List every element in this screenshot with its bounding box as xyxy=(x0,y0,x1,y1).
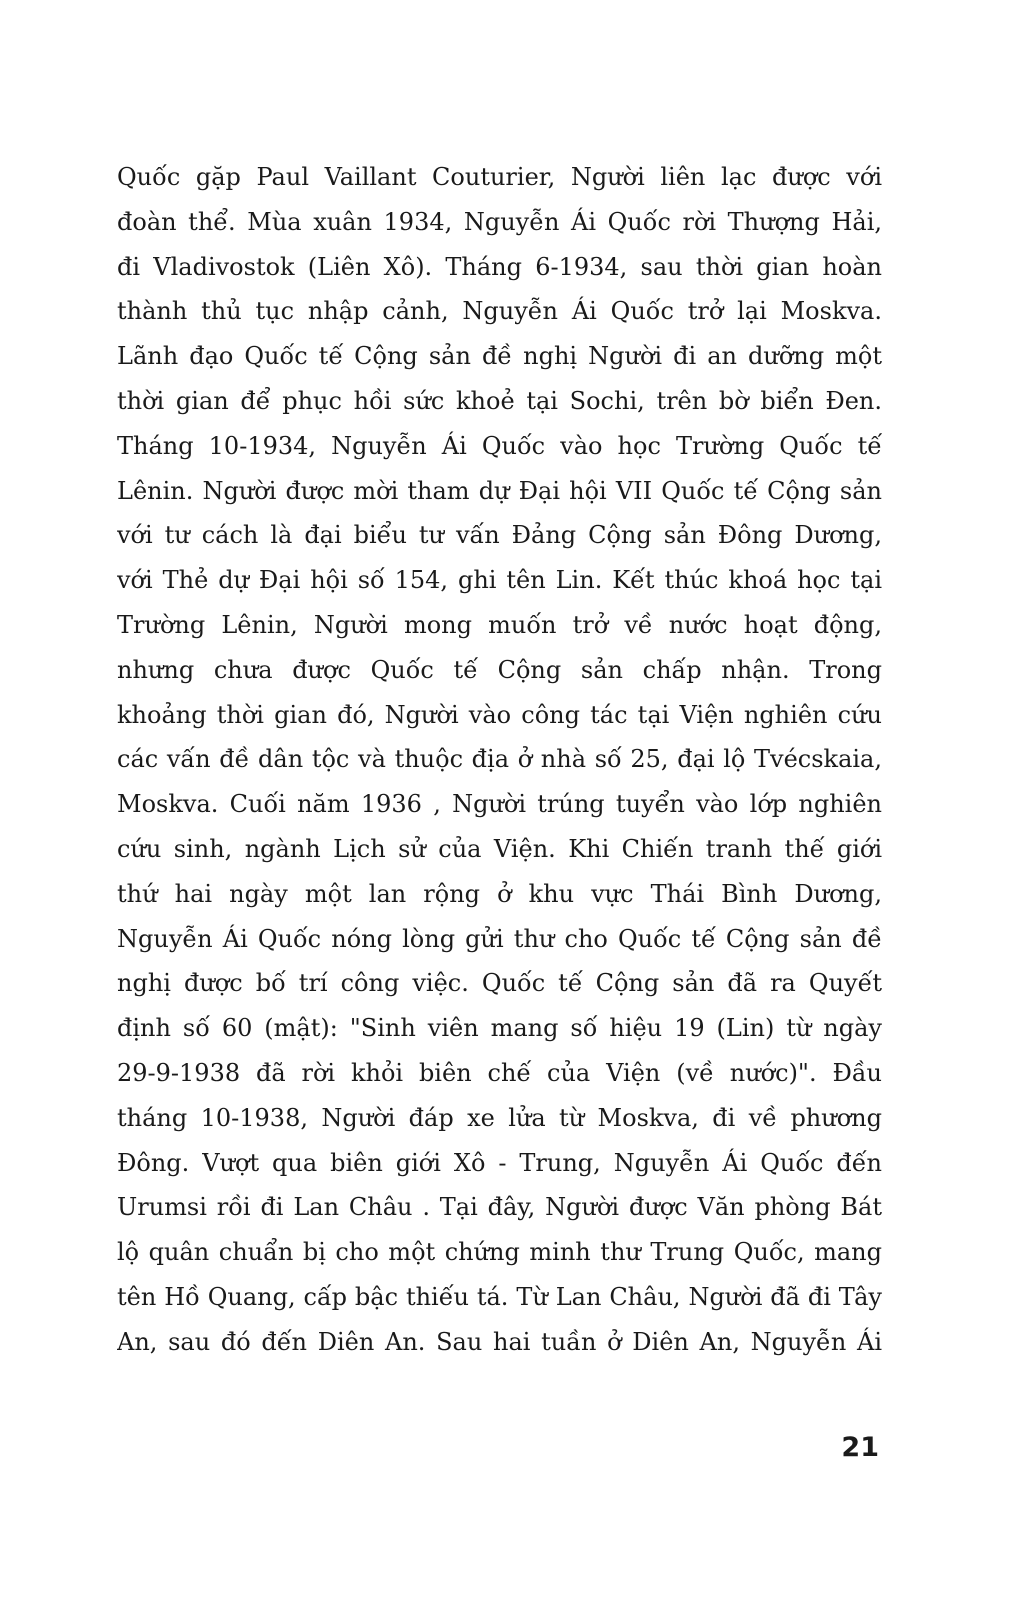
text-line: Urumsi rồi đi Lan Châu . Tại đây, Người được Văn phòng Bát xyxy=(117,1193,882,1222)
text-line: Đông. Vượt qua biên giới Xô - Trung, Nguyễn Ái Quốc đến xyxy=(117,1148,882,1177)
text-line: Lãnh đạo Quốc tế Cộng sản đề nghị Người đi an dưỡng một xyxy=(117,342,882,371)
text-line: với tư cách là đại biểu tư vấn Đảng Cộng sản Đông Dương, xyxy=(117,521,882,550)
text-line: tháng 10-1938, Người đáp xe lửa từ Moskva, đi về phương xyxy=(117,1103,882,1132)
text-line: thành thủ tục nhập cảnh, Nguyễn Ái Quốc trở lại Moskva. xyxy=(117,297,882,326)
text-line: thứ hai ngày một lan rộng ở khu vực Thái Bình Dương, xyxy=(117,879,882,908)
text-line: nghị được bố trí công việc. Quốc tế Cộng sản đã ra Quyết xyxy=(117,969,882,998)
text-line: cứu sinh, ngành Lịch sử của Viện. Khi Chiến tranh thế giới xyxy=(117,834,882,863)
text-line: Nguyễn Ái Quốc nóng lòng gửi thư cho Quốc tế Cộng sản đề xyxy=(117,924,882,953)
page-number: 21 xyxy=(841,1432,879,1463)
text-line: Trường Lênin, Người mong muốn trở về nước hoạt động, xyxy=(117,610,882,639)
text-line: đoàn thể. Mùa xuân 1934, Nguyễn Ái Quốc rời Thượng Hải, xyxy=(117,207,882,236)
text-line: Quốc gặp Paul Vaillant Couturier, Người liên lạc được với xyxy=(117,163,882,191)
text-line: 29-9-1938 đã rời khỏi biên chế của Viện (về nước)". Đầu xyxy=(117,1058,882,1087)
text-line: Tháng 10-1934, Nguyễn Ái Quốc vào học Trường Quốc tế xyxy=(117,431,882,460)
text-line: thời gian để phục hồi sức khoẻ tại Sochi, trên bờ biển Đen. xyxy=(117,386,882,415)
text-line: Moskva. Cuối năm 1936 , Người trúng tuyển vào lớp nghiên xyxy=(117,790,882,819)
text-line: tên Hồ Quang, cấp bậc thiếu tá. Từ Lan Châu, Người đã đi Tây xyxy=(117,1282,882,1311)
text-line: đi Vladivostok (Liên Xô). Tháng 6-1934, sau thời gian hoàn xyxy=(117,252,882,281)
text-line: với Thẻ dự Đại hội số 154, ghi tên Lin. Kết thúc khoá học tại xyxy=(117,566,882,595)
body-text xyxy=(117,155,882,1365)
text-line: khoảng thời gian đó, Người vào công tác tại Viện nghiên cứu xyxy=(117,700,882,729)
text-line: An, sau đó đến Diên An. Sau hai tuần ở Diên An, Nguyễn Ái xyxy=(117,1327,882,1356)
text-line: định số 60 (mật): "Sinh viên mang số hiệu 19 (Lin) từ ngày xyxy=(117,1014,882,1043)
text-line: Lênin. Người được mời tham dự Đại hội VII Quốc tế Cộng sản xyxy=(117,476,882,505)
text-line: lộ quân chuẩn bị cho một chứng minh thư Trung Quốc, mang xyxy=(117,1238,882,1267)
text-line: các vấn đề dân tộc và thuộc địa ở nhà số 25, đại lộ Tvécskaia, xyxy=(117,745,882,774)
text-line: nhưng chưa được Quốc tế Cộng sản chấp nhận. Trong xyxy=(117,655,882,684)
